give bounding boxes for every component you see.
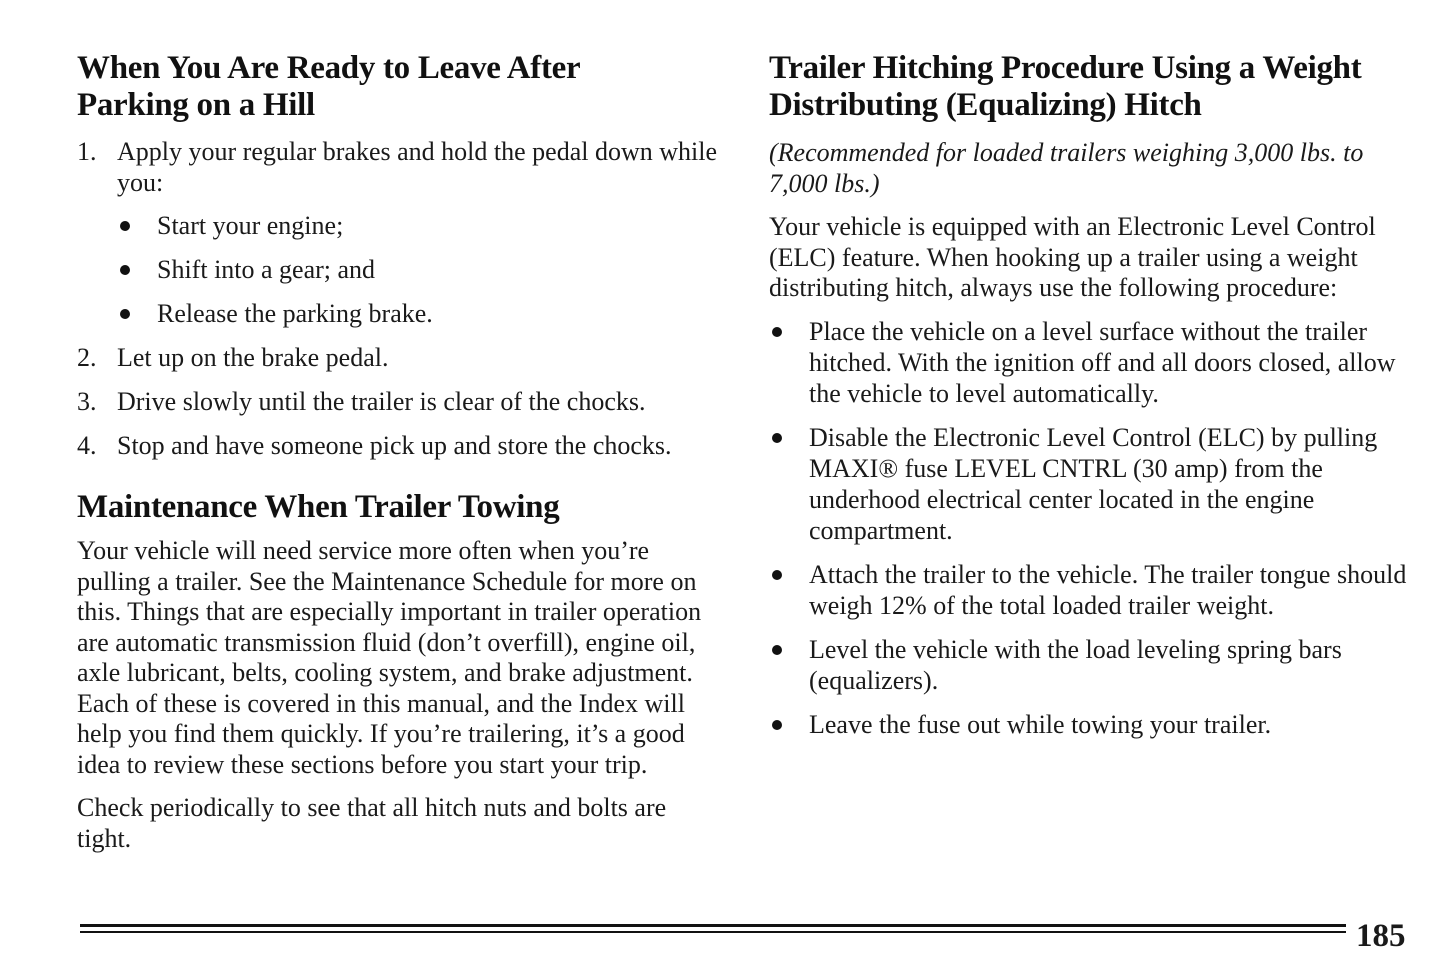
list-item — [117, 298, 722, 329]
divider — [80, 924, 1346, 927]
bullet-icon — [120, 265, 130, 275]
procedure-text: Place the vehicle on a level surface without the trailer hitched. With the ignition off and all doors closed, allow the vehicle to level automatically. — [809, 316, 1396, 408]
bullet-icon — [120, 309, 130, 319]
bullet-icon — [772, 720, 782, 730]
list-item — [77, 430, 722, 461]
sub-bullet-text: Start your engine; — [157, 211, 344, 240]
list-item — [769, 559, 1409, 621]
hitch-check-paragraph: Check periodically to see that all hitch nuts and bolts are tight. — [77, 793, 667, 853]
step-text: Apply your regular brakes and hold the pedal down while you: — [117, 137, 718, 197]
step-text: Stop and have someone pick up and store the chocks. — [117, 431, 672, 460]
bullet-icon — [772, 645, 782, 655]
bullet-icon — [772, 433, 782, 443]
heading-parking-hill: When You Are Ready to Leave After Parking on a Hill — [77, 50, 580, 123]
step-text: Let up on the brake pedal. — [117, 343, 389, 372]
step-number: 1. — [77, 137, 97, 166]
divider — [80, 931, 1346, 933]
step-number: 2. — [77, 343, 97, 372]
maintenance-paragraph: Your vehicle will need service more often when you’re pulling a trailer. See the Maintenance Schedule for more on this. Things that are especially important in trailer operation are automatic transmission fluid (don’t overfill), engine oil, axle lubricant, belts, cooling system, and brake adjustment. Each of these is covered in this manual, and the Index will help you find them quickly. If you’re trailering, it’s a good idea to review these sections before you start your trip. — [77, 536, 702, 779]
bullet-icon — [120, 221, 130, 231]
sub-bullet-text: Release the parking brake. — [157, 299, 433, 328]
procedure-bullet-list — [769, 316, 1409, 740]
procedure-text: Level the vehicle with the load leveling spring bars (equalizers). — [809, 634, 1342, 695]
leave-steps-list — [77, 136, 722, 461]
step-text: Drive slowly until the trailer is clear of the chocks. — [117, 387, 646, 416]
elc-intro-paragraph: Your vehicle is equipped with an Electronic Level Control (ELC) feature. When hooking up a trailer using a weight distributing hitch, always use the following procedure: — [769, 212, 1376, 302]
list-item — [769, 634, 1409, 696]
left-column — [77, 50, 722, 854]
recommendation-note: (Recommended for loaded trailers weighing 3,000 lbs. to 7,000 lbs.) — [769, 138, 1364, 198]
procedure-text: Attach the trailer to the vehicle. The trailer tongue should weigh 12% of the total loaded trailer weight. — [809, 559, 1407, 620]
list-item — [77, 136, 722, 329]
step-number: 3. — [77, 387, 97, 416]
bullet-icon — [772, 327, 782, 337]
heading-hitching-procedure: Trailer Hitching Procedure Using a Weight Distributing (Equalizing) Hitch — [769, 50, 1362, 123]
list-item — [77, 342, 722, 373]
sub-bullet-text: Shift into a gear; and — [157, 255, 376, 284]
procedure-text: Disable the Electronic Level Control (ELC) by pulling MAXI® fuse LEVEL CNTRL (30 amp) from the underhood electrical center located in the engine compartment. — [809, 422, 1378, 545]
list-item — [769, 422, 1409, 546]
page-number: 185 — [1356, 918, 1406, 954]
bullet-icon — [772, 570, 782, 580]
list-item — [769, 316, 1409, 409]
list-item — [117, 254, 722, 285]
procedure-text: Leave the fuse out while towing your trailer. — [809, 709, 1272, 739]
step-number: 4. — [77, 431, 97, 460]
list-item — [769, 709, 1409, 740]
footer-rule — [80, 924, 1346, 937]
list-item — [117, 210, 722, 241]
heading-maintenance: Maintenance When Trailer Towing — [77, 489, 560, 525]
sub-bullet-list — [117, 210, 722, 329]
right-column — [769, 50, 1409, 740]
list-item — [77, 386, 722, 417]
